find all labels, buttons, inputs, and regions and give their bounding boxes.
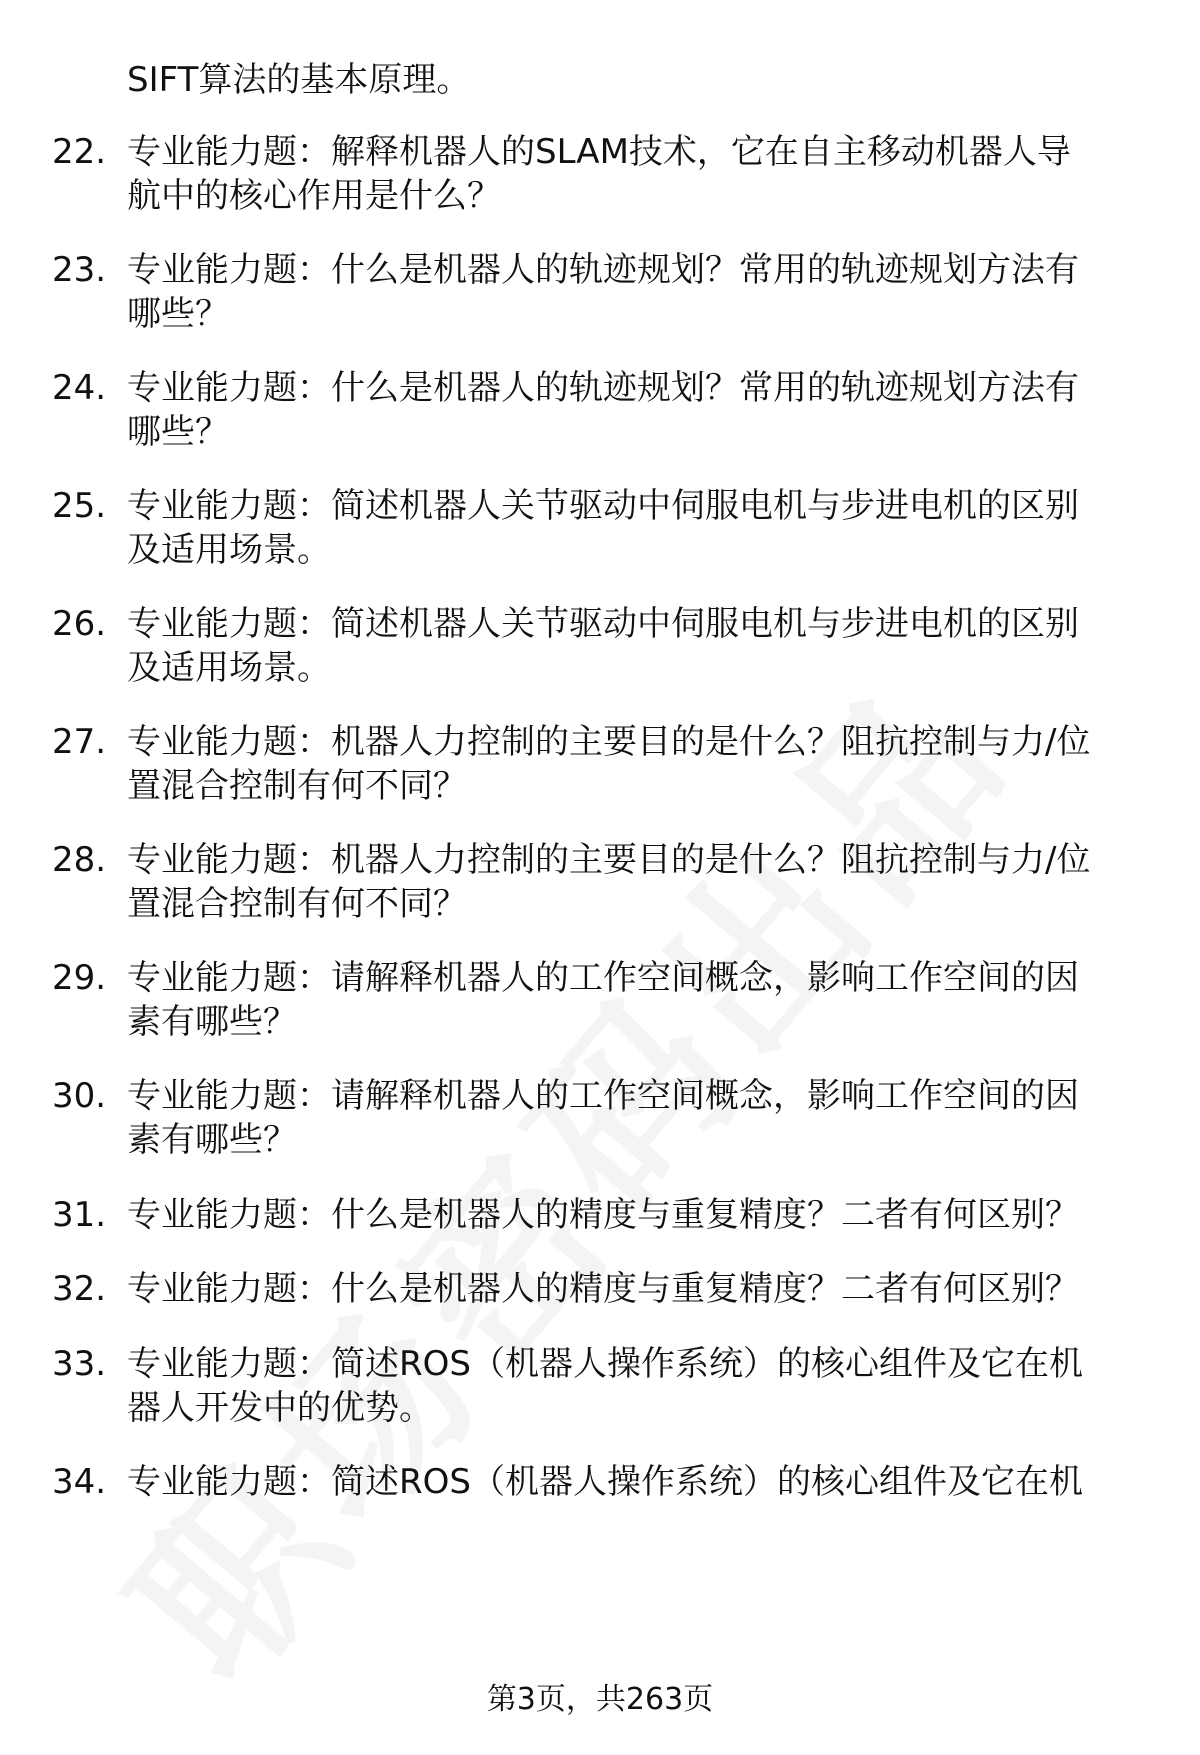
question-number: 25. [52,486,107,526]
question-text [127,838,1162,926]
question-number: 30. [52,1076,107,1116]
question-number: 28. [52,840,107,880]
question-line: 及适用场景。 [127,648,331,688]
question-text [127,1074,1162,1162]
question-line: 专业能力题：简述机器人关节驱动中伺服电机与步进电机的区别 [127,486,1079,526]
question-text [127,1193,1162,1237]
question-text [127,1267,1162,1311]
page-number: 第3页，共263页 [486,1682,714,1717]
question-line: 哪些？ [127,412,229,452]
question-line: 专业能力题：什么是机器人的精度与重复精度？二者有何区别？ [127,1269,1079,1309]
question-text [127,1460,1162,1504]
question-number: 27. [52,722,107,762]
question-line: 专业能力题：请解释机器人的工作空间概念，影响工作空间的因 [127,1076,1079,1116]
question-text [127,720,1162,808]
question-line: 置混合控制有何不同？ [127,766,467,806]
question-text [127,602,1162,690]
question-text [127,130,1162,218]
question-line: 航中的核心作用是什么？ [127,176,501,216]
question-line: 专业能力题：什么是机器人的精度与重复精度？二者有何区别？ [127,1195,1079,1235]
question-number: 26. [52,604,107,644]
question-text [127,1342,1162,1430]
question-number: 34. [52,1462,107,1502]
question-line: 专业能力题：简述ROS（机器人操作系统）的核心组件及它在机 [127,1462,1083,1502]
question-line: 专业能力题：什么是机器人的轨迹规划？常用的轨迹规划方法有 [127,250,1079,290]
question-line: 及适用场景。 [127,530,331,570]
question-line: 素有哪些？ [127,1002,297,1042]
question-line: 专业能力题：什么是机器人的轨迹规划？常用的轨迹规划方法有 [127,368,1079,408]
question-line: 专业能力题：机器人力控制的主要目的是什么？阻抗控制与力/位 [127,840,1091,880]
question-number: 33. [52,1344,107,1384]
question-number: 22. [52,132,107,172]
question-text [127,956,1162,1044]
question-number: 24. [52,368,107,408]
question-number: 29. [52,958,107,998]
question-line: 哪些？ [127,294,229,334]
question-line: 专业能力题：请解释机器人的工作空间概念，影响工作空间的因 [127,958,1079,998]
question-line: 专业能力题：机器人力控制的主要目的是什么？阻抗控制与力/位 [127,722,1091,762]
question-text [127,484,1162,572]
intro-line: SIFT算法的基本原理。 [127,60,471,100]
question-line: 置混合控制有何不同？ [127,884,467,924]
question-line: 专业能力题：简述机器人关节驱动中伺服电机与步进电机的区别 [127,604,1079,644]
question-number: 31. [52,1195,107,1235]
question-line: 素有哪些？ [127,1120,297,1160]
question-number: 23. [52,250,107,290]
question-text [127,366,1162,454]
question-line: 专业能力题：简述ROS（机器人操作系统）的核心组件及它在机 [127,1344,1083,1384]
question-line: 专业能力题：解释机器人的SLAM技术，它在自主移动机器人导 [127,132,1071,172]
question-text [127,248,1162,336]
question-line: 器人开发中的优势。 [127,1388,433,1428]
question-number: 32. [52,1269,107,1309]
